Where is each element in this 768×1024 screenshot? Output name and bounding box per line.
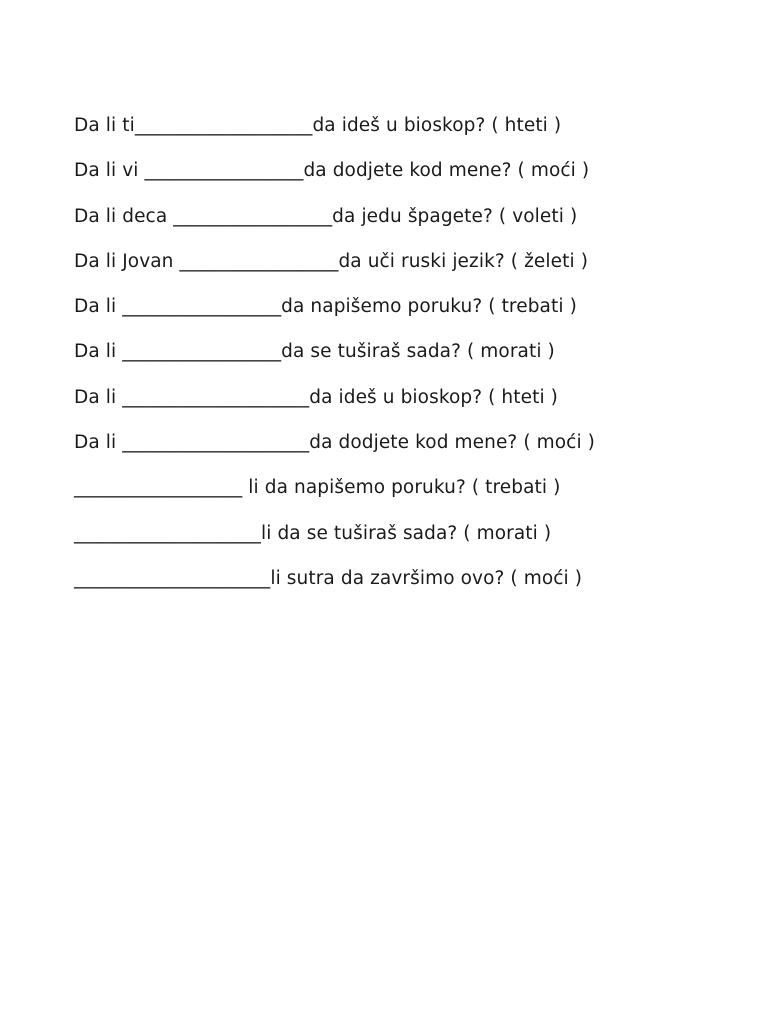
exercise-sentence-6: Da li _________________da se tuširaš sada? ( morati ): [74, 341, 555, 363]
exercise-sentence-4: Da li Jovan _________________da uči ruski jezik? ( želeti ): [74, 250, 589, 272]
exercise-sentence-10: ____________________li da se tuširaš sada? ( morati ): [74, 522, 552, 544]
exercise-sentence-11: _____________________li sutra da završimo ovo? ( moći ): [74, 567, 583, 589]
exercise-sentence-1: Da li ti___________________da ideš u bioskop? ( hteti ): [74, 115, 562, 136]
exercise-sentence-3: Da li deca _________________da jedu špagete? ( voleti ): [74, 205, 578, 227]
exercise-sentence-8: Da li ____________________da dodjete kod mene? ( moći ): [74, 432, 595, 454]
exercise-sentence-5: Da li _________________da napišemo poruku? ( trebati ): [74, 296, 577, 318]
exercise-sentence-2: Da li vi _________________da dodjete kod mene? ( moći ): [74, 160, 590, 182]
exercise-sentence-7: Da li ____________________da ideš u bioskop? ( hteti ): [74, 386, 558, 408]
exercise-list: [74, 112, 734, 610]
exercise-sentence-9: __________________ li da napišemo poruku? ( trebati ): [74, 477, 561, 499]
